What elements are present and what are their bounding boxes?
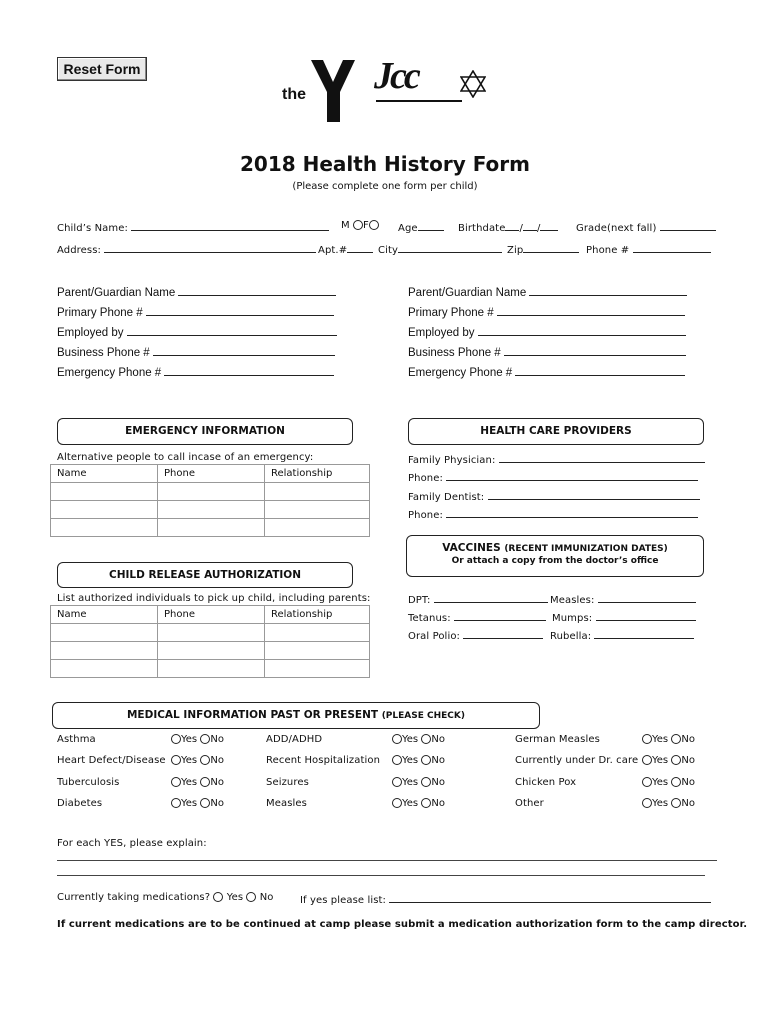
- no-label: No: [431, 755, 445, 766]
- yes-no-group: [171, 755, 224, 766]
- rubella-field[interactable]: [594, 628, 694, 639]
- no-radio[interactable]: [200, 798, 210, 808]
- medications-list-field[interactable]: [389, 892, 711, 903]
- birthdate-day-field[interactable]: [523, 220, 537, 231]
- parent1-phone-row: [57, 305, 334, 319]
- yes-radio[interactable]: [642, 798, 652, 808]
- dentist-field[interactable]: [488, 489, 700, 500]
- age-label: Age: [398, 223, 418, 234]
- condition-diabetes: Diabetes: [57, 798, 103, 809]
- reset-form-button[interactable]: Reset Form: [57, 57, 147, 81]
- measles-vax-row: [550, 592, 696, 606]
- no-radio[interactable]: [671, 777, 681, 787]
- ymca-logo: [282, 58, 362, 124]
- star-of-david-icon: [460, 70, 486, 98]
- no-label: No: [210, 798, 224, 809]
- parent1-name-field[interactable]: [178, 285, 336, 296]
- address-row: [57, 242, 316, 256]
- parent2-phone-row: [408, 305, 685, 319]
- mumps-label: Mumps:: [552, 613, 593, 624]
- city-row: [378, 242, 502, 256]
- no-label: No: [431, 777, 445, 788]
- emergency-col-relationship: Relationship: [265, 465, 370, 483]
- yes-radio[interactable]: [392, 755, 402, 765]
- yes-label: Yes: [652, 734, 669, 745]
- no-radio[interactable]: [421, 777, 431, 787]
- parent2-name-label: Parent/Guardian Name: [408, 287, 527, 299]
- tetanus-row: [408, 610, 546, 624]
- yes-radio[interactable]: [642, 755, 652, 765]
- condition-seizures: Seizures: [266, 777, 309, 788]
- table-cell[interactable]: [265, 519, 370, 537]
- city-label: City: [378, 245, 398, 256]
- emergency-col-name: Name: [51, 465, 158, 483]
- parent2-employed-row: [408, 325, 686, 339]
- table-cell[interactable]: [51, 483, 158, 501]
- physician-phone-field[interactable]: [446, 470, 698, 481]
- table-cell[interactable]: [265, 660, 370, 678]
- child-name-label: Child’s Name:: [57, 223, 128, 234]
- no-label: No: [210, 755, 224, 766]
- condition-chicken-pox: Chicken Pox: [515, 777, 577, 788]
- parent2-business-label: Business Phone #: [408, 347, 501, 359]
- yes-radio[interactable]: [392, 798, 402, 808]
- parent1-business-label: Business Phone #: [57, 347, 150, 359]
- vaccines-header-label: VACCINES: [442, 542, 501, 554]
- ymca-logo-text: the: [282, 86, 306, 103]
- jcc-logo: [372, 55, 487, 108]
- physician-phone-row: [408, 470, 698, 484]
- table-cell[interactable]: [51, 519, 158, 537]
- parent2-phone-field[interactable]: [497, 305, 685, 316]
- parent2-business-row: [408, 345, 686, 359]
- address-field[interactable]: [104, 242, 316, 253]
- medical-header-note: (PLEASE CHECK): [381, 711, 465, 721]
- apt-field[interactable]: [347, 242, 373, 253]
- yes-label: Yes: [181, 798, 198, 809]
- yes-radio[interactable]: [171, 777, 181, 787]
- yes-no-group: [642, 798, 695, 809]
- grade-note: (next fall): [607, 223, 657, 234]
- table-cell[interactable]: [158, 501, 265, 519]
- zip-field[interactable]: [523, 242, 579, 253]
- rubella-row: [550, 628, 694, 642]
- condition-german-measles: German Measles: [515, 734, 600, 745]
- explain-line-2[interactable]: [57, 875, 705, 876]
- yes-label: Yes: [652, 798, 669, 809]
- yes-no-group: [171, 734, 224, 745]
- parent1-name-row: [57, 285, 336, 299]
- child-name-row: [57, 220, 329, 234]
- condition-asthma: Asthma: [57, 734, 96, 745]
- emergency-table: [50, 464, 370, 537]
- yes-radio[interactable]: [392, 777, 402, 787]
- tetanus-label: Tetanus:: [408, 613, 451, 624]
- physician-field[interactable]: [499, 452, 705, 463]
- table-row: [51, 660, 370, 678]
- phone-label: Phone #: [586, 245, 630, 256]
- phone-field[interactable]: [633, 242, 711, 253]
- release-col-relationship: Relationship: [265, 606, 370, 624]
- mumps-row: [552, 610, 696, 624]
- table-row: [51, 624, 370, 642]
- age-row: [398, 220, 444, 234]
- tetanus-field[interactable]: [454, 610, 546, 621]
- table-cell[interactable]: [158, 642, 265, 660]
- condition-heart-defect: Heart Defect/Disease: [57, 755, 166, 766]
- table-row: [51, 465, 370, 483]
- yes-label: Yes: [652, 755, 669, 766]
- explain-line-1[interactable]: [57, 860, 717, 861]
- yes-label: Yes: [652, 777, 669, 788]
- polio-label: Oral Polio:: [408, 631, 461, 642]
- condition-add-adhd: ADD/ADHD: [266, 734, 323, 745]
- yes-no-group: [392, 777, 445, 788]
- yes-no-group: [642, 734, 695, 745]
- grade-field[interactable]: [660, 220, 716, 231]
- form-title: 2018 Health History Form: [240, 152, 530, 176]
- explain-label: For each YES, please explain:: [57, 838, 207, 849]
- city-field[interactable]: [398, 242, 502, 253]
- dpt-field[interactable]: [434, 592, 548, 603]
- no-radio[interactable]: [200, 777, 210, 787]
- table-cell[interactable]: [158, 624, 265, 642]
- table-cell[interactable]: [51, 501, 158, 519]
- birthdate-label: Birthdate: [458, 223, 506, 234]
- parent1-emergency-label: Emergency Phone #: [57, 367, 162, 379]
- no-label: No: [681, 734, 695, 745]
- condition-tuberculosis: Tuberculosis: [57, 777, 120, 788]
- release-col-name: Name: [51, 606, 158, 624]
- zip-label: Zip: [507, 245, 524, 256]
- table-cell[interactable]: [265, 483, 370, 501]
- table-row: [51, 501, 370, 519]
- yes-radio[interactable]: [171, 798, 181, 808]
- yes-label: Yes: [402, 777, 419, 788]
- parent1-emergency-row: [57, 365, 334, 379]
- medications-question: Currently taking medications?: [57, 892, 211, 903]
- phone-row: [586, 242, 711, 256]
- no-radio[interactable]: [671, 734, 681, 744]
- yes-no-group: [642, 755, 695, 766]
- table-row: [51, 642, 370, 660]
- dentist-phone-label: Phone:: [408, 510, 443, 521]
- no-radio[interactable]: [200, 734, 210, 744]
- mumps-field[interactable]: [596, 610, 696, 621]
- address-label: Address:: [57, 245, 101, 256]
- zip-row: [507, 242, 579, 256]
- grade-label: Grade: [576, 223, 607, 234]
- yes-radio[interactable]: [171, 734, 181, 744]
- release-col-phone: Phone: [158, 606, 265, 624]
- table-row: [51, 519, 370, 537]
- parent2-employed-label: Employed by: [408, 327, 475, 339]
- release-header-label: CHILD RELEASE AUTHORIZATION: [108, 569, 301, 581]
- medical-header-label: MEDICAL INFORMATION PAST OR PRESENT: [126, 709, 379, 721]
- age-field[interactable]: [418, 220, 444, 231]
- yes-no-group: [392, 798, 445, 809]
- providers-header: [408, 418, 704, 445]
- grade-row: [576, 220, 716, 234]
- table-cell[interactable]: [158, 483, 265, 501]
- table-row: [51, 606, 370, 624]
- parent1-employed-row: [57, 325, 337, 339]
- table-cell[interactable]: [265, 501, 370, 519]
- table-cell[interactable]: [265, 642, 370, 660]
- vaccines-header: [406, 535, 704, 577]
- condition-recent-hospitalization: Recent Hospitalization: [266, 755, 381, 766]
- parent1-phone-field[interactable]: [146, 305, 334, 316]
- emergency-header: [57, 418, 353, 445]
- parent1-business-row: [57, 345, 335, 359]
- no-label: No: [210, 734, 224, 745]
- no-label: No: [431, 734, 445, 745]
- form-subtitle: (Please complete one form per child): [292, 181, 478, 192]
- measles-vax-field[interactable]: [598, 592, 696, 603]
- table-cell[interactable]: [158, 660, 265, 678]
- parent2-business-field[interactable]: [504, 345, 686, 356]
- yes-no-group: [642, 777, 695, 788]
- dentist-row: [408, 489, 700, 503]
- medications-no-radio[interactable]: [246, 892, 256, 902]
- polio-field[interactable]: [463, 628, 543, 639]
- gender-f-radio[interactable]: [369, 220, 379, 230]
- apt-label: Apt.#: [318, 245, 348, 256]
- yes-radio[interactable]: [642, 777, 652, 787]
- no-radio[interactable]: [200, 755, 210, 765]
- yes-no-group: [171, 798, 224, 809]
- parent1-employed-field[interactable]: [127, 325, 337, 336]
- medical-header: [52, 702, 540, 729]
- release-header: [57, 562, 353, 588]
- parent1-name-label: Parent/Guardian Name: [57, 287, 176, 299]
- yes-radio[interactable]: [171, 755, 181, 765]
- table-cell[interactable]: [51, 642, 158, 660]
- no-radio[interactable]: [421, 755, 431, 765]
- release-intro: List authorized individuals to pick up child, including parents:: [57, 593, 371, 604]
- jcc-logo-text: Jcc: [374, 55, 418, 97]
- medications-no-label: No: [259, 892, 274, 903]
- physician-label: Family Physician:: [408, 455, 496, 466]
- gender-f-label: F: [363, 220, 369, 231]
- medications-list-label: If yes please list:: [300, 895, 387, 906]
- parent2-emergency-label: Emergency Phone #: [408, 367, 513, 379]
- no-label: No: [210, 777, 224, 788]
- release-table: [50, 605, 370, 678]
- gender-m-radio[interactable]: [353, 220, 363, 230]
- providers-header-label: HEALTH CARE PROVIDERS: [480, 425, 632, 437]
- yes-radio[interactable]: [642, 734, 652, 744]
- parent2-phone-label: Primary Phone #: [408, 307, 494, 319]
- rubella-label: Rubella:: [550, 631, 592, 642]
- dentist-phone-row: [408, 507, 698, 521]
- gender-group: [341, 220, 379, 231]
- table-cell[interactable]: [265, 624, 370, 642]
- parent1-business-field[interactable]: [153, 345, 335, 356]
- birthdate-month-field[interactable]: [505, 220, 519, 231]
- birthdate-year-field[interactable]: [540, 220, 558, 231]
- yes-label: Yes: [402, 798, 419, 809]
- emergency-col-phone: Phone: [158, 465, 265, 483]
- no-label: No: [681, 798, 695, 809]
- parent1-phone-label: Primary Phone #: [57, 307, 143, 319]
- table-cell[interactable]: [51, 624, 158, 642]
- emergency-header-label: EMERGENCY INFORMATION: [125, 425, 285, 437]
- ymca-y-icon: [309, 58, 359, 124]
- medications-list-row: [300, 892, 711, 906]
- yes-label: Yes: [402, 755, 419, 766]
- condition-measles: Measles: [266, 798, 307, 809]
- parent2-emergency-field[interactable]: [515, 365, 685, 376]
- table-row: [51, 483, 370, 501]
- no-radio[interactable]: [421, 798, 431, 808]
- no-label: No: [681, 755, 695, 766]
- measles-vax-label: Measles:: [550, 595, 595, 606]
- child-name-field[interactable]: [131, 220, 329, 231]
- yes-label: Yes: [181, 777, 198, 788]
- dpt-row: [408, 592, 548, 606]
- yes-radio[interactable]: [392, 734, 402, 744]
- parent1-employed-label: Employed by: [57, 327, 124, 339]
- table-cell[interactable]: [51, 660, 158, 678]
- medication-footer-note: If current medications are to be continued at camp please submit a medication authorization form to the camp director.: [57, 919, 748, 930]
- no-label: No: [681, 777, 695, 788]
- birthdate-row: Birthdate / /: [458, 220, 558, 234]
- parent2-name-field[interactable]: [529, 285, 687, 296]
- physician-row: [408, 452, 705, 466]
- no-radio[interactable]: [671, 798, 681, 808]
- parent2-name-row: [408, 285, 687, 299]
- parent2-employed-field[interactable]: [478, 325, 686, 336]
- physician-phone-label: Phone:: [408, 473, 443, 484]
- gender-m-label: M: [341, 220, 350, 231]
- dentist-label: Family Dentist:: [408, 492, 485, 503]
- parent1-emergency-field[interactable]: [164, 365, 334, 376]
- medications-row: [57, 892, 274, 903]
- dpt-label: DPT:: [408, 595, 431, 606]
- yes-no-group: [392, 734, 445, 745]
- yes-label: Yes: [181, 734, 198, 745]
- no-radio[interactable]: [421, 734, 431, 744]
- yes-no-group: [171, 777, 224, 788]
- yes-no-group: [392, 755, 445, 766]
- apt-row: [318, 242, 373, 256]
- no-radio[interactable]: [671, 755, 681, 765]
- vaccines-sub: Or attach a copy from the doctor’s office: [451, 556, 659, 566]
- emergency-intro: Alternative people to call incase of an emergency:: [57, 452, 314, 463]
- medications-yes-label: Yes: [226, 892, 244, 903]
- condition-other: Other: [515, 798, 544, 809]
- yes-label: Yes: [181, 755, 198, 766]
- yes-label: Yes: [402, 734, 419, 745]
- medications-yes-radio[interactable]: [213, 892, 223, 902]
- parent2-emergency-row: [408, 365, 685, 379]
- table-cell[interactable]: [158, 519, 265, 537]
- vaccines-header-note: (RECENT IMMUNIZATION DATES): [504, 544, 668, 554]
- jcc-underline: [376, 100, 462, 102]
- dentist-phone-field[interactable]: [446, 507, 698, 518]
- polio-row: [408, 628, 543, 642]
- condition-under-dr-care: Currently under Dr. care: [515, 755, 639, 766]
- no-label: No: [431, 798, 445, 809]
